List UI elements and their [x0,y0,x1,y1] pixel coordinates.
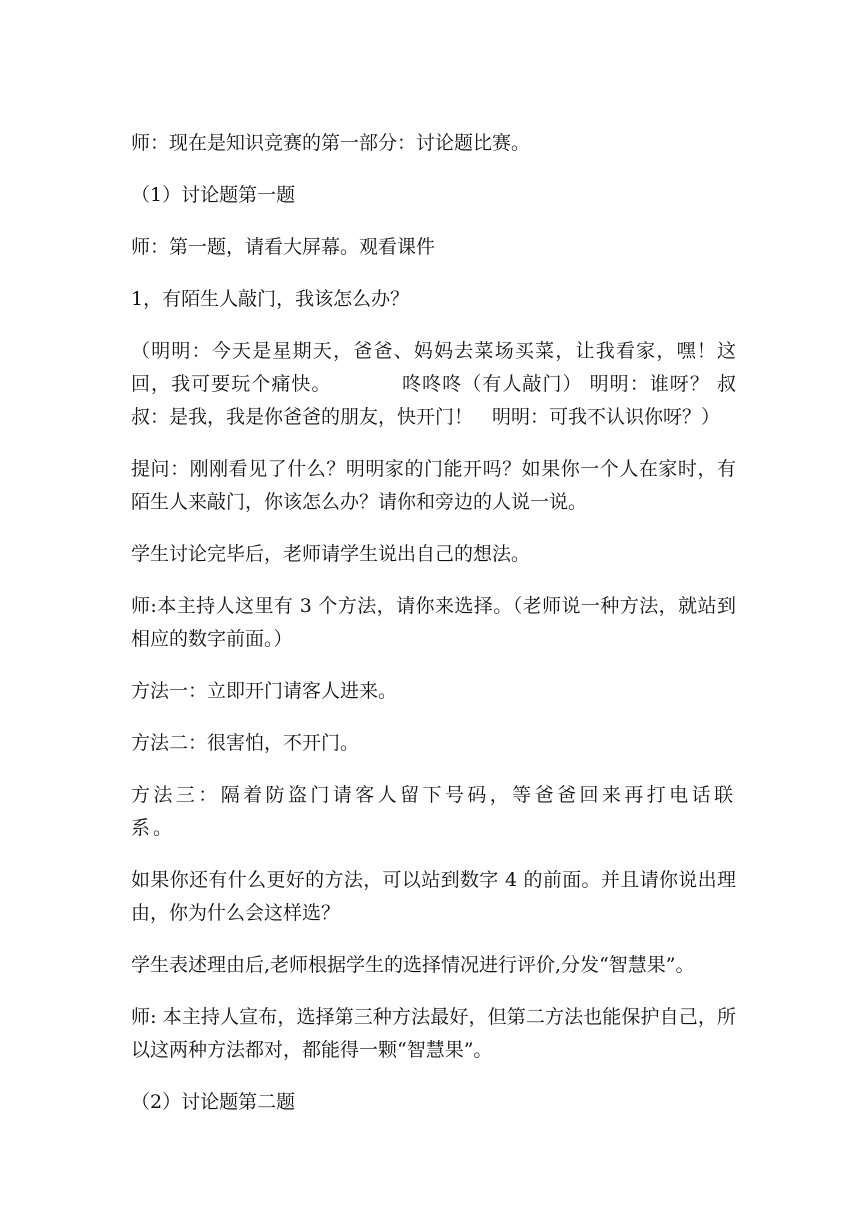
paragraph-prompt: 提问：刚刚看见了什么？明明家的门能开吗？如果你一个人在家时，有陌生人来敲门，你该怎么办？请你和旁边的人说一说。 [131,458,736,513]
paragraph-intro: 师：现在是知识竞赛的第一部分：讨论题比赛。 [131,132,531,154]
paragraph-announcement: 师: 本主持人宣布，选择第三种方法最好，但第二方法也能保护自己，所以这两种方法都对，都能得一颗“智慧果”。 [131,1006,736,1061]
paragraph-method-3: 方法三：隔着防盗门请客人留下号码，等爸爸回来再打电话联系。 [131,784,736,839]
paragraph-method-1: 方法一：立即开门请客人进来。 [131,680,398,702]
document-body [131,127,736,1138]
paragraph-evaluation: 学生表述理由后,老师根据学生的选择情况进行评价,分发“智慧果”。 [131,954,695,976]
paragraph-better-method: 如果你还有什么更好的方法，可以站到数字 4 的前面。并且请你说出理由，你为什么会这样选？ [131,869,736,924]
section-heading-2: （2）讨论题第二题 [131,1091,296,1113]
paragraph-method-2: 方法二：很害怕，不开门。 [131,732,360,754]
paragraph-question-1: 师：第一题，请看大屏幕。观看课件 [131,236,436,258]
section-heading-1: （1）讨论题第一题 [131,184,296,206]
paragraph-scenario-dialogue: （明明：今天是星期天，爸爸、妈妈去菜场买菜，让我看家，嘿！这回，我可要玩个痛快。 咚咚咚（有人敲门） 明明：谁呀？ 叔叔：是我，我是你爸爸的朋友，快开门！ 明明：可我不认识你呀？） [131,340,736,428]
paragraph-discussion: 学生讨论完毕后，老师请学生说出自己的想法。 [131,543,531,565]
paragraph-methods-intro: 师:本主持人这里有 3 个方法，请你来选择。（老师说一种方法，就站到相应的数字前面。） [131,595,736,650]
paragraph-scenario-title: 1，有陌生人敲门，我该怎么办？ [131,288,410,310]
